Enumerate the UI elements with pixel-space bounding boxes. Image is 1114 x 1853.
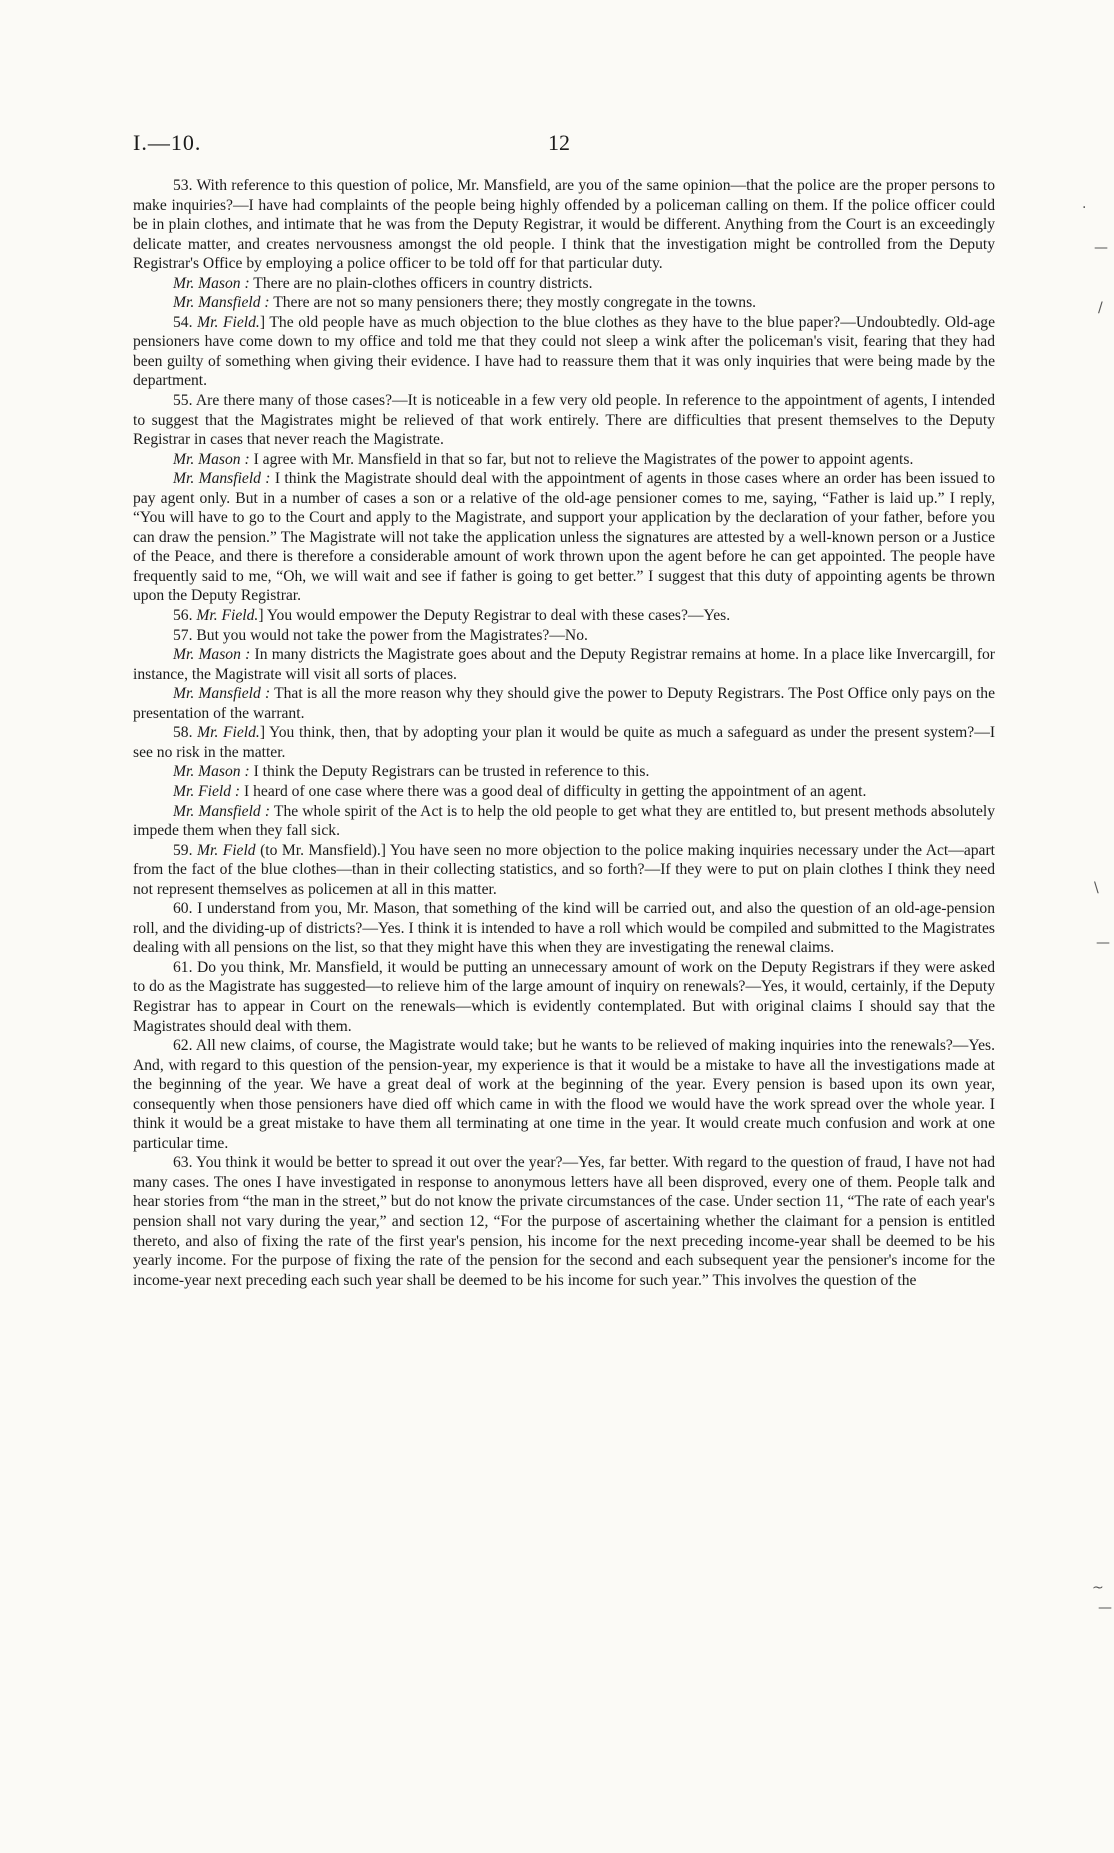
paragraph-text: ] You think, then, that by adopting your plan it would be quite as much a safeguard as under the present system?—I see no risk in the matter. (133, 724, 996, 761)
paragraph-text: 61. Do you think, Mr. Mansfield, it would be putting an unnecessary amount of work on the Deputy Registrars if they were asked to do as the Magistrate has suggested—to relieve him of the large amount of inquiry on renewals?—Yes, it would, certainly, if the Deputy Registrar has to appear in Court on the renewals—which is evidently contemplated. But with original claims I should say that the Magistrates should deal with them. (133, 958, 995, 1035)
paragraph (133, 841, 995, 900)
margin-mark: / (1098, 300, 1103, 316)
paragraph-text: I think the Magistrate should deal with the appointment of agents in those cases where an order has been issued to pay agent only. But in a number of cases a son or a relative of the old-age pensioner comes to me, saying, “Father is laid up.” I reply, “You will have to go to the Court and apply to the Magistrate, and support your application by the declaration of your father, before you can draw the pension.” The Magistrate will not take the application unless the signatures are attested by a well-known person or a Justice of the Peace, and there is therefore a considerable amount of work thrown upon the agent before he can get appointed. The people have frequently said to me, “Oh, we will wait and see if father is going to get better.” I suggest that this duty of appointing agents be thrown upon the Deputy Registrar. (133, 470, 995, 605)
paragraph-text: 54. (173, 313, 198, 331)
paragraph (133, 176, 995, 274)
speaker-name: Mr. Mason : (173, 646, 251, 664)
speaker-name: Mr. Mason : (173, 763, 250, 781)
paragraph-text: The whole spirit of the Act is to help the old people to get what they are entitled to, but present methods absolutely impede them when they fall sick. (133, 802, 995, 840)
paragraph-text: 60. I understand from you, Mr. Mason, that something of the kind will be carried out, and also the question of an old-age-pension roll, and the dividing-up of districts?—Yes. I think it is intended to have a roll which would be compiled and submitted to the Magistrates dealing with all pensions on the list, so that they might have this when they are investigating the renewal claims. (133, 900, 995, 957)
paragraph-text: 59. (173, 841, 197, 859)
body-text (133, 176, 995, 1290)
paragraph-text: That is all the more reason why they should give the power to Deputy Registrars. The Post Office only pays on the presentation of the warrant. (133, 685, 995, 722)
paragraph-text: I think the Deputy Registrars can be trusted in reference to this. (249, 763, 650, 781)
paragraph (133, 899, 995, 958)
paragraph-text: There are no plain-clothes officers in country districts. (249, 274, 593, 292)
paragraph (133, 1036, 995, 1153)
speaker-name: Mr. Field. (197, 724, 260, 742)
paragraph (133, 958, 995, 1036)
speaker-name: Mr. Mansfield : (173, 802, 271, 820)
paragraph (133, 782, 995, 802)
paragraph-text: 56. (173, 607, 197, 625)
speaker-name: Mr. Mansfield : (173, 294, 270, 312)
paragraph (133, 802, 995, 841)
paragraph-text: 63. You think it would be better to spread it out over the year?—Yes, far better. With regard to the question of fraud, I have not had many cases. The ones I have investigated in response to anonymous letters have all been disproved, every one of them. People talk and hear stories from “the man in the street,” but do not know the private circumstances of the case. Under section 11, “The rate of each year's pension shall not vary during the year,” and section 12, “For the purpose of ascertaining whether the claimant for a pension is entitled thereto, and also of fixing the rate of the first year's pension, his income for the next preceding income-year shall be deemed to be his yearly income. For the purpose of fixing the rate of the pension for the second and each subsequent year the pensioner's income for the income-year next preceding each such year shall be deemed to be his income for such year.” This involves the question of the (133, 1154, 995, 1289)
paragraph (133, 274, 995, 294)
paragraph (133, 293, 995, 313)
paragraph (133, 684, 995, 723)
document-reference: I.—10. (133, 130, 202, 155)
speaker-name: Mr. Mason : (173, 450, 250, 468)
paragraph-text: 58. (173, 724, 198, 742)
paragraph (133, 450, 995, 470)
paragraph (133, 391, 995, 450)
paragraph-text: In many districts the Magistrate goes about and the Deputy Registrar remains at home. In a place like Invercargill, for instance, the Magistrate will visit all sorts of places. (133, 646, 995, 683)
paragraph (133, 1153, 995, 1290)
paragraph-text: There are not so many pensioners there; they mostly congregate in the towns. (269, 294, 757, 312)
paragraph-text: 55. Are there many of those cases?—It is noticeable in a few very old people. In reference to the appointment of agents, I intended to suggest that the Magistrates might be relieved of that work entirely. There are difficulties that present themselves to the Deputy Registrar in cases that never reach the Magistrate. (133, 392, 995, 449)
paragraph-text: 53. With reference to this question of police, Mr. Mansfield, are you of the same opinion—that the police are the proper persons to make inquiries?—I have had complaints of the people being highly offended by a policeman calling on them. If the police officer could be in plain clothes, and intimate that he was from the Deputy Registrar, it would be different. Anything from the Court is an exceedingly delicate matter, and creates nervousness amongst the old people. I think that the investigation might be controlled from the Deputy Registrar's Office by employing a police officer to be told off for that particular duty. (133, 177, 995, 273)
paragraph (133, 469, 995, 606)
speaker-name: Mr. Field. (196, 607, 259, 625)
paragraph-text: I heard of one case where there was a good deal of difficulty in getting the appointment of an agent. (240, 782, 867, 800)
paragraph-text: (to Mr. Mansfield).] You have seen no more objection to the police making inquiries necessary under the Act—apart from the fact of the blue clothes—than in their collecting statistics, and so forth?—If they were to put on plain clothes I think they need not represent themselves as policemen at all in this matter. (133, 841, 995, 898)
speaker-name: Mr. Mason : (173, 274, 250, 292)
margin-mark: — (1096, 935, 1110, 951)
paragraph-text: ] The old people have as much objection to the blue clothes as they have to the blue paper?—Undoubtedly. Old-age pensioners have come down to my office and told me that they could not sleep a wink after the policeman's visit, fearing that they had been guilty of something when giving their evidence. I have had to reassure them that it was only inquiries that were being made by the department. (133, 313, 995, 390)
paragraph (133, 762, 995, 782)
paragraph (133, 606, 995, 626)
margin-mark: ~ (1092, 1580, 1104, 1596)
speaker-name: Mr. Field (196, 841, 256, 859)
margin-mark: · (1082, 200, 1087, 216)
paragraph-text: I agree with Mr. Mansfield in that so far, but not to relieve the Magistrates of the power to appoint agents. (249, 450, 914, 468)
speaker-name: Mr. Field : (173, 782, 241, 800)
paragraph-text: ] You would empower the Deputy Registrar to deal with these cases?—Yes. (258, 607, 731, 625)
paragraph-text: 57. But you would not take the power from the Magistrates?—No. (173, 626, 588, 644)
page-number: 12 (548, 130, 570, 155)
speaker-name: Mr. Field. (197, 313, 260, 331)
speaker-name: Mr. Mansfield : (173, 470, 271, 488)
speaker-name: Mr. Mansfield : (173, 685, 271, 703)
margin-mark: — (1094, 240, 1108, 256)
paragraph-text: 62. All new claims, of course, the Magistrate would take; but he wants to be relieved of making inquiries into the renewals?—Yes. And, with regard to this question of the pension-year, my experience is that it would be a mistake to have all the investigations made at the beginning of the year. We have a great deal of work at the beginning of the year. Every pension is based upon its own year, consequently when those pensioners have died off which came in with the flood we would have the work spread over the whole year. I think it would be a great mistake to have them all terminating at one time in the year. It would create much confusion and work at one particular time. (133, 1037, 995, 1152)
paragraph (133, 723, 995, 762)
paragraph (133, 626, 995, 646)
paragraph (133, 313, 995, 391)
paragraph (133, 645, 995, 684)
margin-mark: — (1098, 1600, 1112, 1616)
margin-mark: \ (1094, 880, 1099, 896)
